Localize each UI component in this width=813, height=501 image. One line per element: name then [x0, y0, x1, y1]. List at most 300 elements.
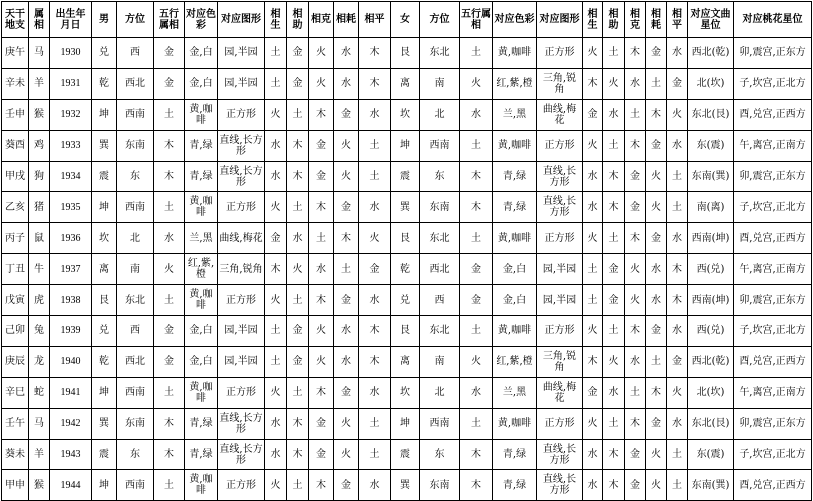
table-cell: 火: [265, 192, 287, 223]
table-cell: 金: [287, 38, 309, 69]
table-cell: 木: [154, 130, 185, 161]
table-cell: 火: [583, 408, 603, 439]
table-cell: 木: [625, 408, 646, 439]
table-cell: 木: [154, 161, 185, 192]
table-cell: 北: [420, 99, 460, 130]
table-cell: 土: [154, 192, 185, 223]
table-cell: 卯,震宫,正东方: [734, 408, 812, 439]
table-cell: 土: [603, 408, 625, 439]
table-cell: 火: [334, 161, 359, 192]
table-cell: 火: [359, 223, 391, 254]
table-cell: 火: [460, 68, 493, 99]
table-cell: 水: [359, 377, 391, 408]
column-header: 相助: [603, 2, 625, 38]
table-cell: 水: [667, 408, 688, 439]
table-cell: 水: [667, 316, 688, 347]
table-cell: 水: [583, 161, 603, 192]
table-cell: 土: [667, 192, 688, 223]
table-cell: 直线,长方形: [537, 470, 583, 501]
table-cell: 西: [117, 316, 154, 347]
table-cell: 坤: [92, 192, 117, 223]
table-cell: 金: [646, 130, 667, 161]
table-cell: 水: [359, 192, 391, 223]
table-cell: 午,离宫,正南方: [734, 377, 812, 408]
column-header: 女: [391, 2, 420, 38]
table-cell: 土: [603, 223, 625, 254]
table-cell: 东北: [420, 223, 460, 254]
table-cell: 土: [603, 130, 625, 161]
table-cell: 正方形: [537, 130, 583, 161]
table-cell: 酉,兑宫,正西方: [734, 223, 812, 254]
table-cell: 南: [117, 254, 154, 285]
table-cell: 水: [646, 254, 667, 285]
table-cell: 西南: [117, 192, 154, 223]
table-cell: 黄,咖啡: [493, 38, 537, 69]
table-cell: 金: [646, 223, 667, 254]
table-cell: 1944: [50, 470, 92, 501]
table-cell: 子,坎宫,正北方: [734, 316, 812, 347]
table-cell: 金: [154, 38, 185, 69]
table-cell: 东(震): [688, 439, 734, 470]
table-cell: 水: [625, 346, 646, 377]
table-cell: 南: [420, 68, 460, 99]
table-cell: 水: [359, 470, 391, 501]
table-cell: 西(兑): [688, 254, 734, 285]
table-cell: 西北: [117, 68, 154, 99]
table-cell: 土: [625, 377, 646, 408]
table-cell: 水: [334, 346, 359, 377]
table-cell: 曲线,梅花: [537, 99, 583, 130]
table-cell: 西(兑): [688, 316, 734, 347]
table-cell: 艮: [391, 316, 420, 347]
table-cell: 黄,咖啡: [493, 408, 537, 439]
column-header: 对应色彩: [493, 2, 537, 38]
table-cell: 火: [334, 130, 359, 161]
table-cell: 北(坎): [688, 377, 734, 408]
table-cell: 土: [154, 470, 185, 501]
table-cell: 直线,长方形: [218, 161, 265, 192]
table-cell: 木: [287, 439, 309, 470]
table-cell: 水: [309, 254, 334, 285]
column-header: 对应图形: [537, 2, 583, 38]
table-cell: 水: [667, 38, 688, 69]
table-cell: 木: [460, 470, 493, 501]
table-cell: 虎: [29, 285, 50, 316]
table-cell: 金: [583, 99, 603, 130]
table-cell: 震: [92, 161, 117, 192]
table-cell: 土: [287, 192, 309, 223]
table-cell: 青,绿: [185, 130, 218, 161]
table-cell: 金: [625, 161, 646, 192]
table-cell: 园,半园: [218, 38, 265, 69]
table-cell: 金: [460, 254, 493, 285]
table-cell: 木: [287, 130, 309, 161]
table-cell: 木: [359, 68, 391, 99]
table-cell: 黄,咖啡: [185, 470, 218, 501]
table-cell: 坤: [391, 130, 420, 161]
table-cell: 坤: [92, 377, 117, 408]
table-cell: 北: [117, 223, 154, 254]
table-cell: 火: [583, 38, 603, 69]
table-cell: 土: [154, 285, 185, 316]
table-cell: 水: [583, 192, 603, 223]
table-cell: 兰,黑: [493, 99, 537, 130]
table-cell: 水: [460, 377, 493, 408]
table-cell: 红,紫,橙: [185, 254, 218, 285]
table-cell: 1931: [50, 68, 92, 99]
table-cell: 南(离): [688, 192, 734, 223]
table-row: [2, 439, 812, 470]
table-cell: 水: [334, 316, 359, 347]
table-cell: 水: [265, 161, 287, 192]
table-cell: 木: [359, 316, 391, 347]
table-row: [2, 38, 812, 69]
table-cell: 木: [309, 377, 334, 408]
table-cell: 土: [667, 470, 688, 501]
table-cell: 木: [309, 470, 334, 501]
table-cell: 马: [29, 408, 50, 439]
table-cell: 猴: [29, 470, 50, 501]
table-cell: 直线,长方形: [537, 192, 583, 223]
table-cell: 土: [309, 223, 334, 254]
table-cell: 己卯: [2, 316, 29, 347]
table-cell: 火: [583, 316, 603, 347]
table-cell: 木: [359, 38, 391, 69]
table-cell: 火: [646, 161, 667, 192]
table-cell: 木: [460, 161, 493, 192]
table-cell: 东北: [117, 285, 154, 316]
table-cell: 东南: [420, 470, 460, 501]
table-cell: 木: [603, 439, 625, 470]
table-cell: 青,绿: [185, 161, 218, 192]
table-cell: 火: [460, 346, 493, 377]
column-header: 相助: [287, 2, 309, 38]
table-cell: 1932: [50, 99, 92, 130]
table-cell: 1941: [50, 377, 92, 408]
table-cell: 狗: [29, 161, 50, 192]
table-cell: 卯,震宫,正东方: [734, 38, 812, 69]
table-cell: 羊: [29, 68, 50, 99]
table-cell: 巽: [391, 470, 420, 501]
table-cell: 正方形: [537, 223, 583, 254]
table-cell: 土: [154, 377, 185, 408]
table-cell: 金: [334, 377, 359, 408]
table-cell: 金: [287, 346, 309, 377]
table-cell: 直线,长方形: [537, 161, 583, 192]
table-row: [2, 192, 812, 223]
table-cell: 东: [117, 439, 154, 470]
table-cell: 离: [391, 68, 420, 99]
table-cell: 木: [583, 68, 603, 99]
table-cell: 猴: [29, 99, 50, 130]
table-cell: 1939: [50, 316, 92, 347]
table-cell: 水: [359, 285, 391, 316]
table-cell: 火: [646, 192, 667, 223]
table-cell: 黄,咖啡: [493, 130, 537, 161]
table-cell: 木: [287, 161, 309, 192]
column-header: 对应桃花星位: [734, 2, 812, 38]
table-cell: 子,坎宫,正北方: [734, 439, 812, 470]
zodiac-element-table: [1, 1, 812, 501]
table-cell: 东: [420, 439, 460, 470]
table-cell: 木: [154, 408, 185, 439]
table-cell: 1933: [50, 130, 92, 161]
header-row: [2, 2, 812, 38]
table-cell: 红,紫,橙: [493, 346, 537, 377]
table-cell: 东(震): [688, 130, 734, 161]
table-cell: 金: [667, 346, 688, 377]
column-header: 方位: [117, 2, 154, 38]
table-cell: 鼠: [29, 223, 50, 254]
table-cell: 金: [625, 470, 646, 501]
table-cell: 金: [646, 38, 667, 69]
table-cell: 火: [309, 38, 334, 69]
table-cell: 木: [460, 192, 493, 223]
table-cell: 震: [92, 439, 117, 470]
table-cell: 土: [334, 254, 359, 285]
table-cell: 土: [359, 130, 391, 161]
table-cell: 东南: [117, 130, 154, 161]
table-cell: 土: [603, 316, 625, 347]
table-cell: 水: [154, 223, 185, 254]
table-cell: 1936: [50, 223, 92, 254]
table-cell: 金: [646, 408, 667, 439]
table-row: [2, 346, 812, 377]
table-cell: 土: [460, 38, 493, 69]
table-cell: 水: [334, 68, 359, 99]
table-cell: 水: [667, 130, 688, 161]
table-cell: 金: [265, 223, 287, 254]
table-cell: 壬申: [2, 99, 29, 130]
table-cell: 东北: [420, 316, 460, 347]
table-cell: 金: [334, 285, 359, 316]
table-cell: 牛: [29, 254, 50, 285]
table-cell: 龙: [29, 346, 50, 377]
table-cell: 木: [667, 254, 688, 285]
table-cell: 金: [287, 316, 309, 347]
table-cell: 甲戌: [2, 161, 29, 192]
table-cell: 木: [603, 192, 625, 223]
table-cell: 西南: [117, 377, 154, 408]
table-cell: 火: [154, 254, 185, 285]
table-cell: 火: [265, 285, 287, 316]
table-cell: 巽: [391, 192, 420, 223]
table-cell: 水: [460, 99, 493, 130]
table-row: [2, 223, 812, 254]
table-cell: 坤: [391, 408, 420, 439]
table-cell: 坎: [391, 99, 420, 130]
table-cell: 直线,长方形: [218, 408, 265, 439]
table-row: [2, 68, 812, 99]
table-cell: 兰,黑: [493, 377, 537, 408]
table-cell: 庚辰: [2, 346, 29, 377]
table-cell: 木: [625, 223, 646, 254]
table-cell: 火: [625, 254, 646, 285]
table-cell: 金: [309, 408, 334, 439]
table-cell: 午,离宫,正南方: [734, 130, 812, 161]
table-cell: 鸡: [29, 130, 50, 161]
table-cell: 园,半园: [218, 68, 265, 99]
table-cell: 土: [460, 408, 493, 439]
table-cell: 水: [265, 439, 287, 470]
table-row: [2, 408, 812, 439]
table-cell: 金,白: [185, 316, 218, 347]
table-cell: 水: [334, 38, 359, 69]
table-cell: 火: [334, 408, 359, 439]
table-cell: 金: [287, 68, 309, 99]
table-row: [2, 470, 812, 501]
table-cell: 蛇: [29, 377, 50, 408]
table-cell: 金: [359, 254, 391, 285]
table-cell: 土: [265, 346, 287, 377]
table-cell: 土: [265, 316, 287, 347]
table-cell: 水: [583, 470, 603, 501]
table-cell: 火: [309, 68, 334, 99]
table-cell: 木: [154, 439, 185, 470]
table-cell: 火: [646, 470, 667, 501]
table-cell: 西南(坤): [688, 223, 734, 254]
table-cell: 金: [603, 285, 625, 316]
table-row: [2, 99, 812, 130]
table-cell: 火: [667, 377, 688, 408]
table-cell: 甲申: [2, 470, 29, 501]
table-cell: 辛未: [2, 68, 29, 99]
table-cell: 正方形: [218, 377, 265, 408]
table-cell: 黄,咖啡: [493, 223, 537, 254]
column-header: 天干地支: [2, 2, 29, 38]
table-cell: 水: [667, 223, 688, 254]
table-cell: 火: [309, 316, 334, 347]
table-cell: 乾: [92, 68, 117, 99]
table-cell: 火: [603, 68, 625, 99]
table-cell: 巽: [92, 130, 117, 161]
table-cell: 兑: [92, 316, 117, 347]
table-cell: 金,白: [185, 68, 218, 99]
table-row: [2, 316, 812, 347]
table-cell: 西南: [117, 470, 154, 501]
table-cell: 乾: [92, 346, 117, 377]
table-cell: 金,白: [493, 254, 537, 285]
table-cell: 黄,咖啡: [185, 377, 218, 408]
table-cell: 丙子: [2, 223, 29, 254]
table-row: [2, 377, 812, 408]
table-cell: 火: [583, 223, 603, 254]
column-header: 相耗: [334, 2, 359, 38]
table-cell: 土: [460, 316, 493, 347]
table-cell: 火: [265, 99, 287, 130]
table-cell: 猪: [29, 192, 50, 223]
table-cell: 震: [391, 161, 420, 192]
table-cell: 南: [420, 346, 460, 377]
table-cell: 兑: [391, 285, 420, 316]
column-header: 五行属相: [460, 2, 493, 38]
table-cell: 土: [287, 285, 309, 316]
table-cell: 金: [334, 470, 359, 501]
table-cell: 金: [667, 68, 688, 99]
table-cell: 土: [603, 38, 625, 69]
table-cell: 土: [646, 346, 667, 377]
table-cell: 火: [646, 439, 667, 470]
table-cell: 金: [309, 439, 334, 470]
table-cell: 金: [154, 68, 185, 99]
column-header: 相克: [625, 2, 646, 38]
table-cell: 火: [667, 99, 688, 130]
column-header: 相生: [583, 2, 603, 38]
table-cell: 金,白: [185, 346, 218, 377]
table-cell: 西南(坤): [688, 285, 734, 316]
table-cell: 直线,长方形: [218, 439, 265, 470]
table-cell: 直线,长方形: [218, 130, 265, 161]
table-cell: 土: [460, 130, 493, 161]
column-header: 相克: [309, 2, 334, 38]
table-cell: 黄,咖啡: [493, 316, 537, 347]
table-cell: 木: [646, 99, 667, 130]
table-cell: 土: [287, 470, 309, 501]
table-cell: 金: [646, 316, 667, 347]
table-cell: 火: [625, 285, 646, 316]
table-cell: 木: [309, 99, 334, 130]
table-cell: 金: [309, 161, 334, 192]
column-header: 相生: [265, 2, 287, 38]
table-cell: 正方形: [537, 408, 583, 439]
table-cell: 子,坎宫,正北方: [734, 192, 812, 223]
table-cell: 庚午: [2, 38, 29, 69]
table-cell: 西北: [420, 254, 460, 285]
table-cell: 金: [154, 346, 185, 377]
table-cell: 正方形: [218, 285, 265, 316]
table-cell: 西: [420, 285, 460, 316]
table-cell: 东北: [420, 38, 460, 69]
table-cell: 乾: [391, 254, 420, 285]
table-cell: 三角,锐角: [537, 346, 583, 377]
table-cell: 土: [583, 254, 603, 285]
table-cell: 金: [625, 439, 646, 470]
table-cell: 土: [359, 161, 391, 192]
table-cell: 水: [265, 408, 287, 439]
table-cell: 正方形: [218, 192, 265, 223]
table-cell: 青,绿: [493, 192, 537, 223]
table-cell: 火: [334, 439, 359, 470]
table-cell: 金,白: [185, 38, 218, 69]
table-cell: 正方形: [537, 316, 583, 347]
table-cell: 土: [460, 223, 493, 254]
table-cell: 西南: [420, 130, 460, 161]
table-cell: 土: [667, 161, 688, 192]
table-cell: 曲线,梅花: [537, 377, 583, 408]
table-cell: 正方形: [218, 470, 265, 501]
table-cell: 兑: [92, 38, 117, 69]
table-cell: 水: [287, 223, 309, 254]
table-cell: 酉,兑宫,正西方: [734, 470, 812, 501]
table-cell: 金,白: [493, 285, 537, 316]
table-row: [2, 285, 812, 316]
table-cell: 乙亥: [2, 192, 29, 223]
table-cell: 土: [265, 68, 287, 99]
table-cell: 曲线,梅花: [218, 223, 265, 254]
column-header: 方位: [420, 2, 460, 38]
table-cell: 青,绿: [493, 439, 537, 470]
table-cell: 土: [154, 99, 185, 130]
table-cell: 1934: [50, 161, 92, 192]
table-cell: 木: [625, 316, 646, 347]
table-cell: 水: [625, 68, 646, 99]
table-cell: 木: [625, 38, 646, 69]
column-header: 五行属相: [154, 2, 185, 38]
table-cell: 艮: [391, 38, 420, 69]
table-cell: 园,半园: [218, 316, 265, 347]
table-cell: 西北(乾): [688, 346, 734, 377]
table-cell: 离: [92, 254, 117, 285]
